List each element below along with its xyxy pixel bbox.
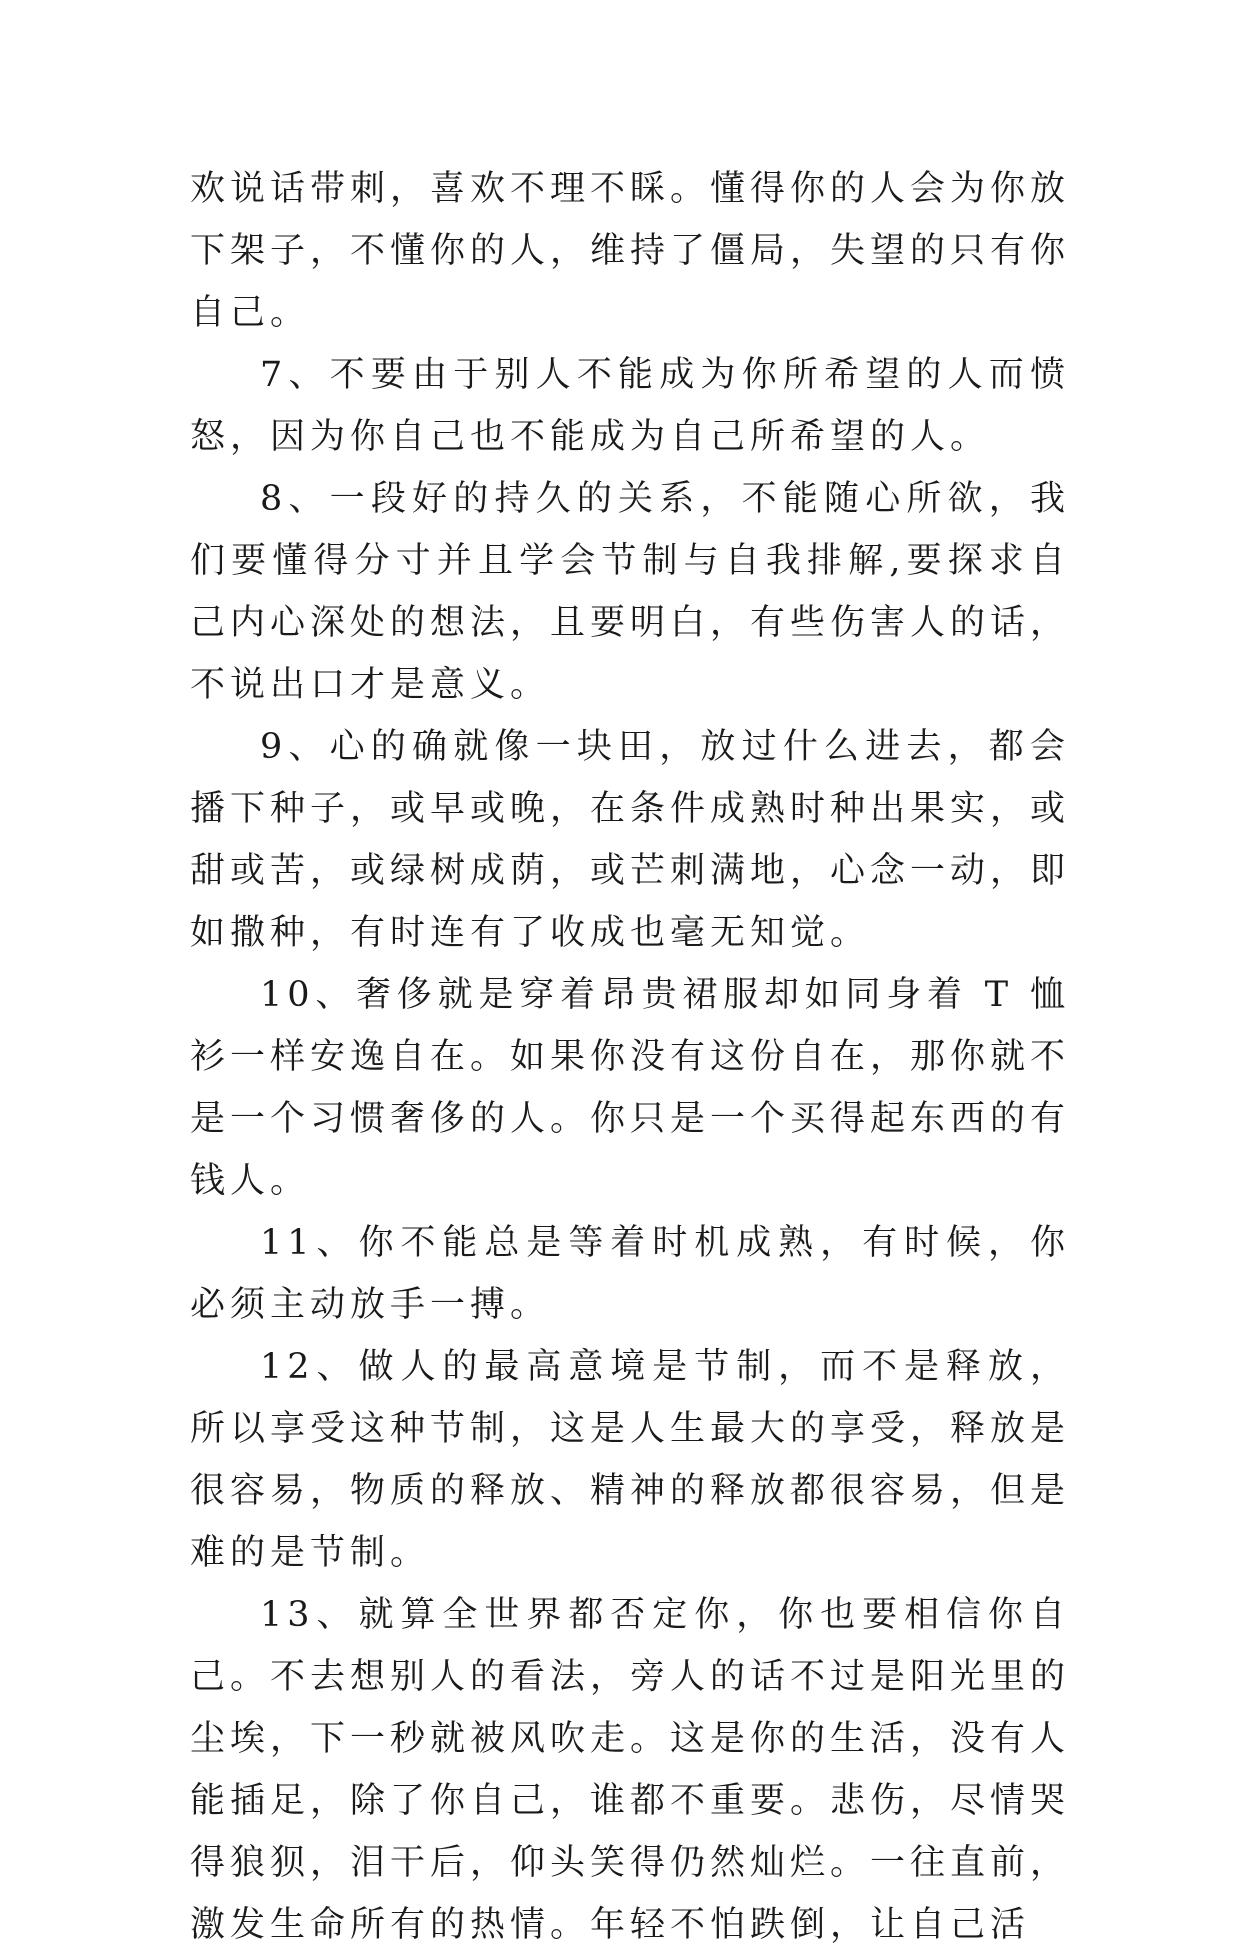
- document-body: [190, 158, 1070, 1956]
- paragraph-continuation: 欢说话带刺，喜欢不理不睬。懂得你的人会为你放下架子，不懂你的人，维持了僵局，失望的只有你自己。: [190, 169, 1071, 333]
- paragraph-item-12: 12、做人的最高意境是节制，而不是释放，所以享受这种节制，这是人生最大的享受，释放是很容易，物质的释放、精神的释放都很容易，但是难的是节制。: [190, 1347, 1071, 1573]
- paragraph-item-8: 8、一段好的持久的关系，不能随心所欲，我们要懂得分寸并且学会节制与自我排解,要探求自己内心深处的想法，且要明白，有些伤害人的话，不说出口才是意义。: [190, 479, 1071, 705]
- paragraph-item-11: 11、你不能总是等着时机成熟，有时候，你必须主动放手一搏。: [190, 1223, 1070, 1325]
- paragraph-item-9: 9、心的确就像一块田，放过什么进去，都会播下种子，或早或晚，在条件成熟时种出果实，或甜或苦，或绿树成荫，或芒刺满地，心念一动，即如撒种，有时连有了收成也毫无知觉。: [190, 727, 1071, 953]
- paragraph-item-13: 13、就算全世界都否定你，你也要相信你自己。不去想别人的看法，旁人的话不过是阳光里的尘埃，下一秒就被风吹走。这是你的生活，没有人能插足，除了你自己，谁都不重要。悲伤，尽情哭得狼狈，泪干后，仰头笑得仍然灿烂。一往直前，激发生命所有的热情。年轻不怕跌倒，让自己活: [190, 1595, 1071, 1945]
- paragraph-item-10: 10、奢侈就是穿着昂贵裙服却如同身着 T 恤衫一样安逸自在。如果你没有这份自在，那你就不是一个习惯奢侈的人。你只是一个买得起东西的有钱人。: [190, 975, 1071, 1201]
- paragraph-item-7: 7、不要由于别人不能成为你所希望的人而愤怒，因为你自己也不能成为自己所希望的人。: [190, 355, 1070, 457]
